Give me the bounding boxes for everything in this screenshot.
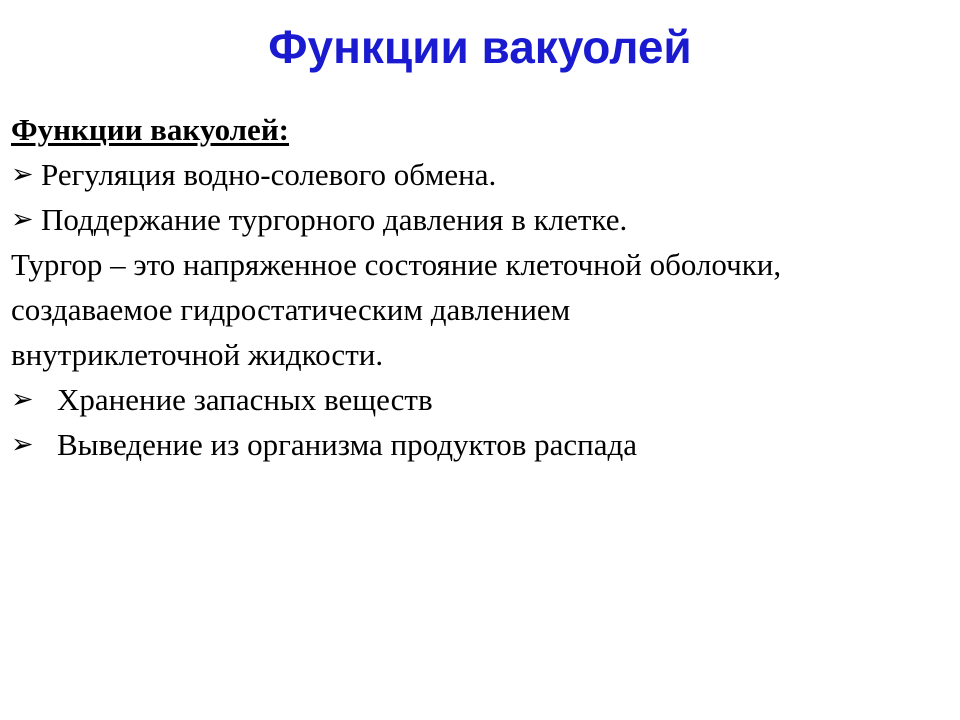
slide-body xyxy=(11,107,951,467)
bullet-item xyxy=(11,152,951,197)
slide-title: Функции вакуолей xyxy=(268,21,692,73)
bullet-text: Поддержание тургорного давления в клетке. xyxy=(41,202,628,237)
arrowhead-bullet-icon: ➢ xyxy=(11,429,34,460)
bullet-item xyxy=(11,377,951,422)
bullet-item xyxy=(11,197,951,242)
arrowhead-bullet-icon: ➢ xyxy=(11,204,34,235)
definition-line: Тургор – это напряженное состояние клеточной оболочки, xyxy=(11,247,782,282)
bullet-text: Выведение из организма продуктов распада xyxy=(57,427,638,462)
definition-line: внутриклеточной жидкости. xyxy=(11,337,384,372)
arrowhead-bullet-icon: ➢ xyxy=(11,159,34,190)
section-heading: Функции вакуолей: xyxy=(11,112,290,147)
arrowhead-bullet-icon: ➢ xyxy=(11,384,34,415)
bullet-text: Хранение запасных веществ xyxy=(57,382,433,417)
definition-line: создаваемое гидростатическим давлением xyxy=(11,292,571,327)
bullet-text: Регуляция водно-солевого обмена. xyxy=(41,157,497,192)
bullet-item xyxy=(11,422,951,467)
